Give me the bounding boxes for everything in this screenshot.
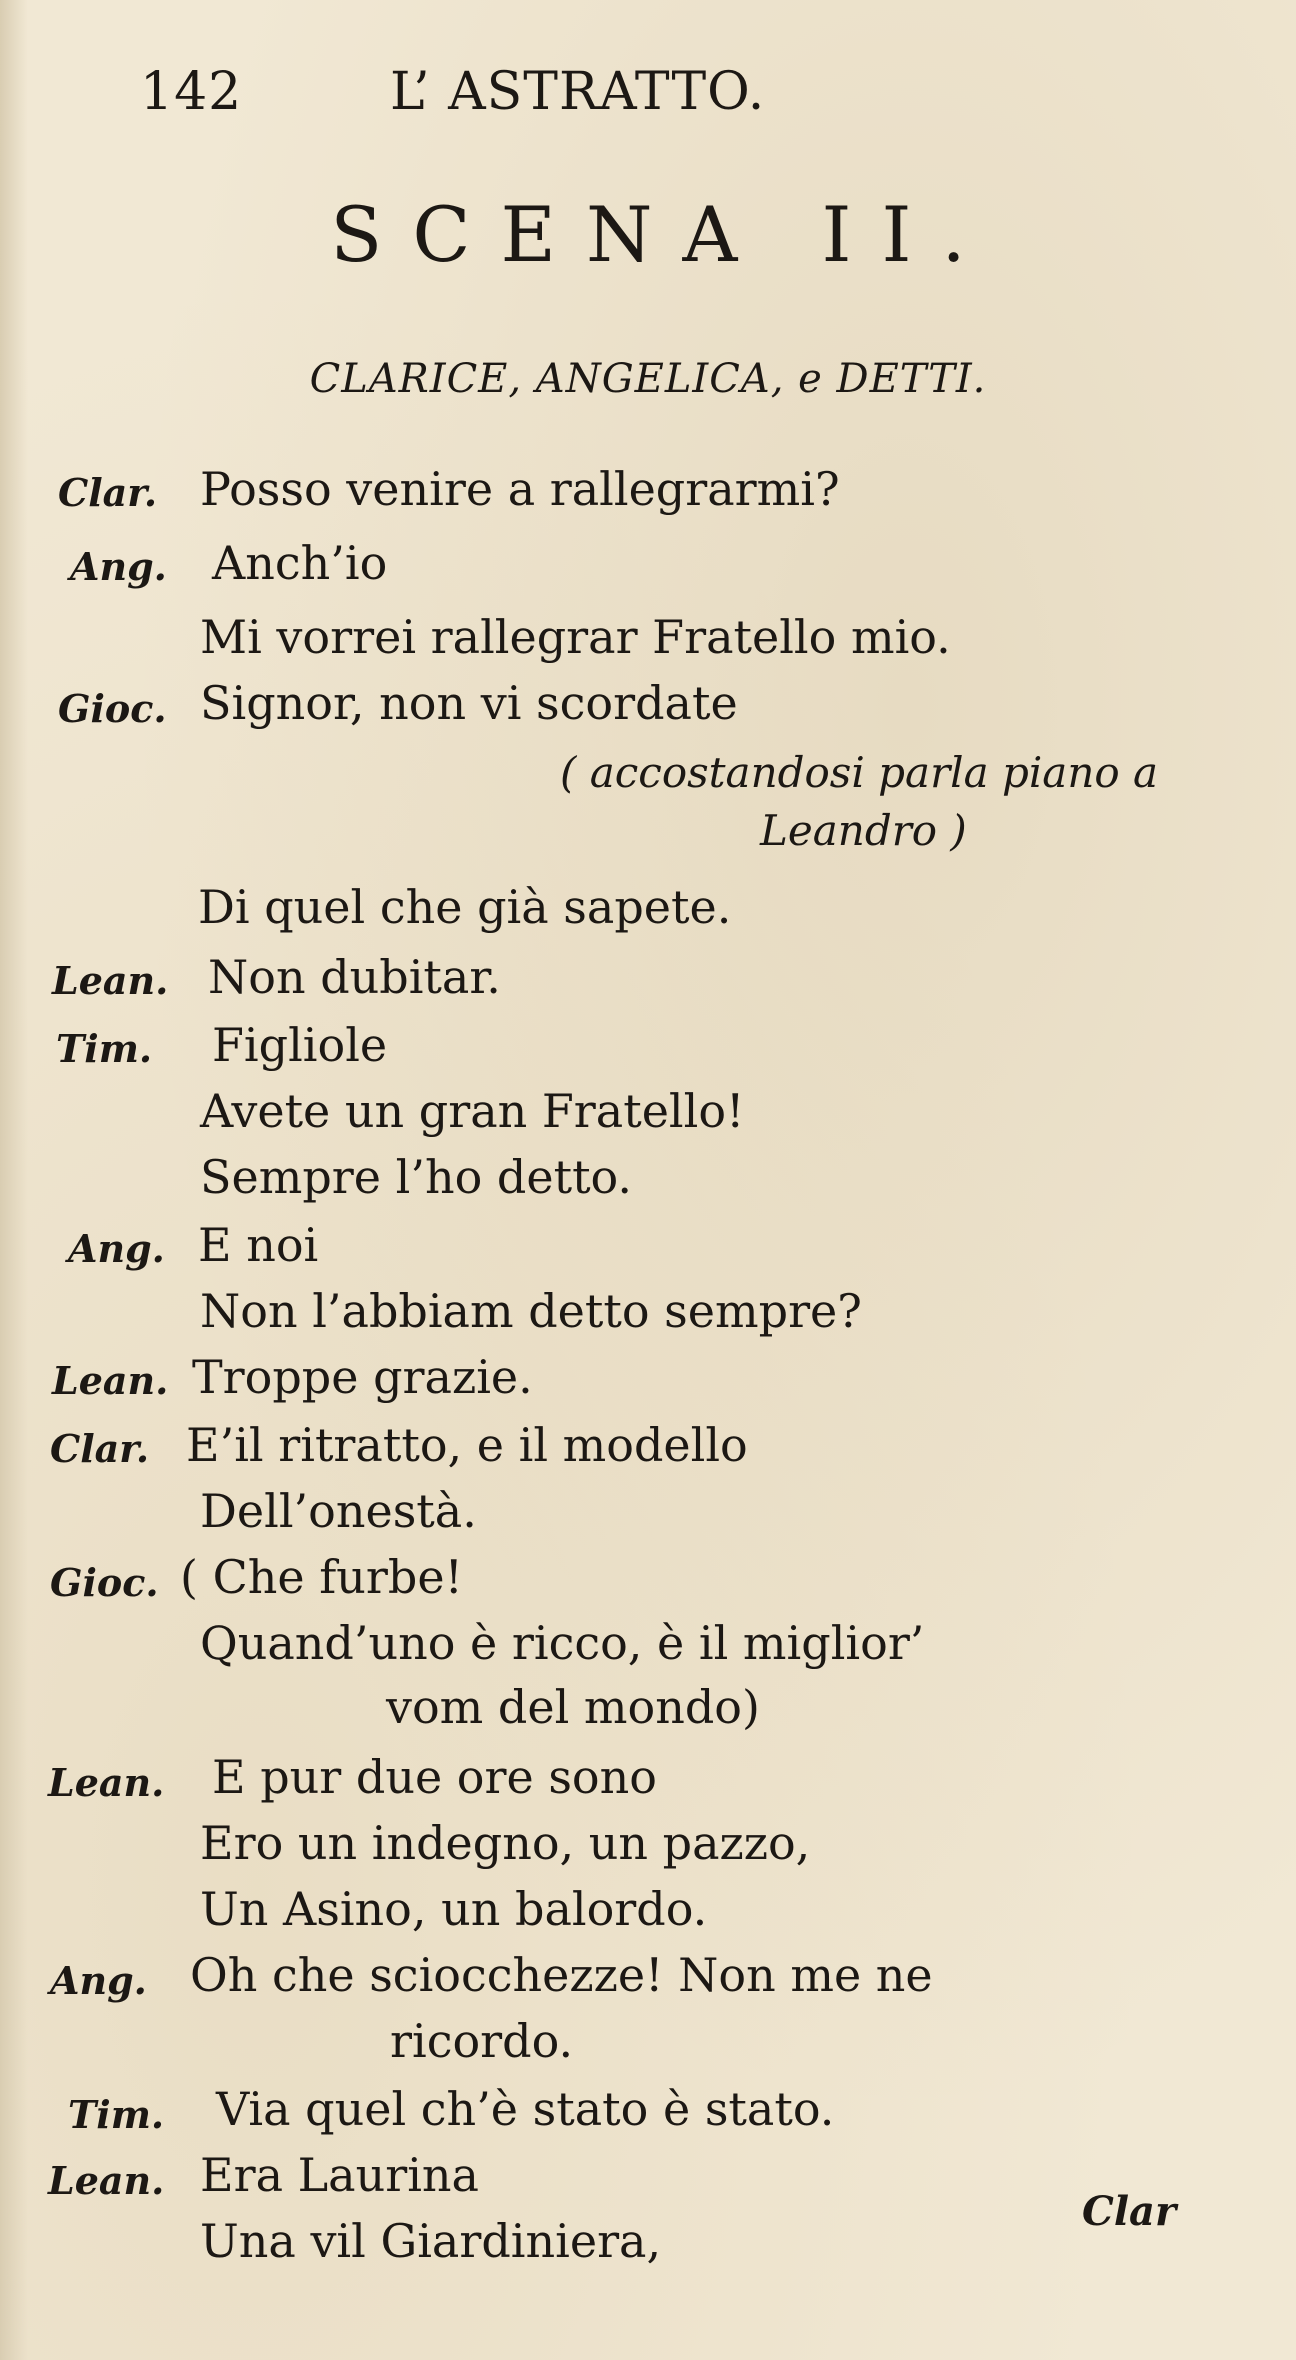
line-text: Mi vorrei rallegrar Fratello mio.: [200, 610, 951, 664]
line-text: Oh che sciocchezze! Non me ne: [190, 1948, 933, 2002]
line-text: Dell’onestà.: [200, 1484, 477, 1538]
line-text: Signor, non vi scordate: [200, 676, 738, 730]
speaker-label: Lean.: [48, 2158, 165, 2203]
line-text: Posso venire a rallegrarmi?: [200, 462, 840, 516]
line-text: Troppe grazie.: [192, 1350, 533, 1404]
line-text: Ero un indegno, un pazzo,: [200, 1816, 811, 1870]
page-number: 142: [140, 62, 243, 122]
speaker-label: Ang.: [70, 544, 167, 589]
stage-direction: Leandro ): [760, 806, 967, 855]
line-text: E’il ritratto, e il modello: [186, 1418, 748, 1472]
speaker-label: Lean.: [52, 958, 169, 1003]
line-text: E pur due ore sono: [212, 1750, 657, 1804]
speaker-label: Clar.: [50, 1426, 150, 1471]
page-gutter: [0, 0, 28, 2360]
line-text: Di quel che già sapete.: [198, 880, 732, 934]
speaker-label: Clar.: [58, 470, 158, 515]
speaker-label: Gioc.: [58, 686, 167, 731]
speaker-label: Tim.: [56, 1026, 153, 1071]
speaker-label: Ang.: [68, 1226, 165, 1271]
speaker-label: Ang.: [50, 1958, 147, 2003]
line-text: Non l’abbiam detto sempre?: [200, 1284, 862, 1338]
line-text: Via quel ch’è stato è stato.: [216, 2082, 835, 2136]
stage-direction: ( accostandosi parla piano a: [560, 748, 1159, 797]
speaker-label: Lean.: [48, 1760, 165, 1805]
line-text: Quand’uno è ricco, è il miglior’: [200, 1616, 925, 1670]
line-text: Una vil Giardiniera,: [200, 2214, 662, 2268]
speaker-label: Gioc.: [50, 1560, 159, 1605]
line-text: Anch’io: [212, 536, 388, 590]
scene-title: SCENA II.: [330, 190, 996, 279]
characters-list: CLARICE, ANGELICA, e DETTI.: [309, 356, 987, 402]
line-text: Un Asino, un balordo.: [200, 1882, 708, 1936]
catchword: Clar: [1082, 2188, 1177, 2235]
running-title: L’ ASTRATTO.: [390, 62, 766, 122]
line-text: ( Che furbe!: [180, 1550, 464, 1604]
line-text: Non dubitar.: [208, 950, 501, 1004]
speaker-label: Tim.: [68, 2092, 165, 2137]
line-text: Avete un gran Fratello!: [200, 1084, 745, 1138]
line-text: E noi: [198, 1218, 319, 1272]
line-text: vom del mondo): [386, 1680, 760, 1734]
line-text: Sempre l’ho detto.: [200, 1150, 633, 1204]
line-text: ricordo.: [390, 2014, 574, 2068]
speaker-label: Lean.: [52, 1358, 169, 1403]
line-text: Era Laurina: [200, 2148, 479, 2202]
line-text: Figliole: [212, 1018, 388, 1072]
